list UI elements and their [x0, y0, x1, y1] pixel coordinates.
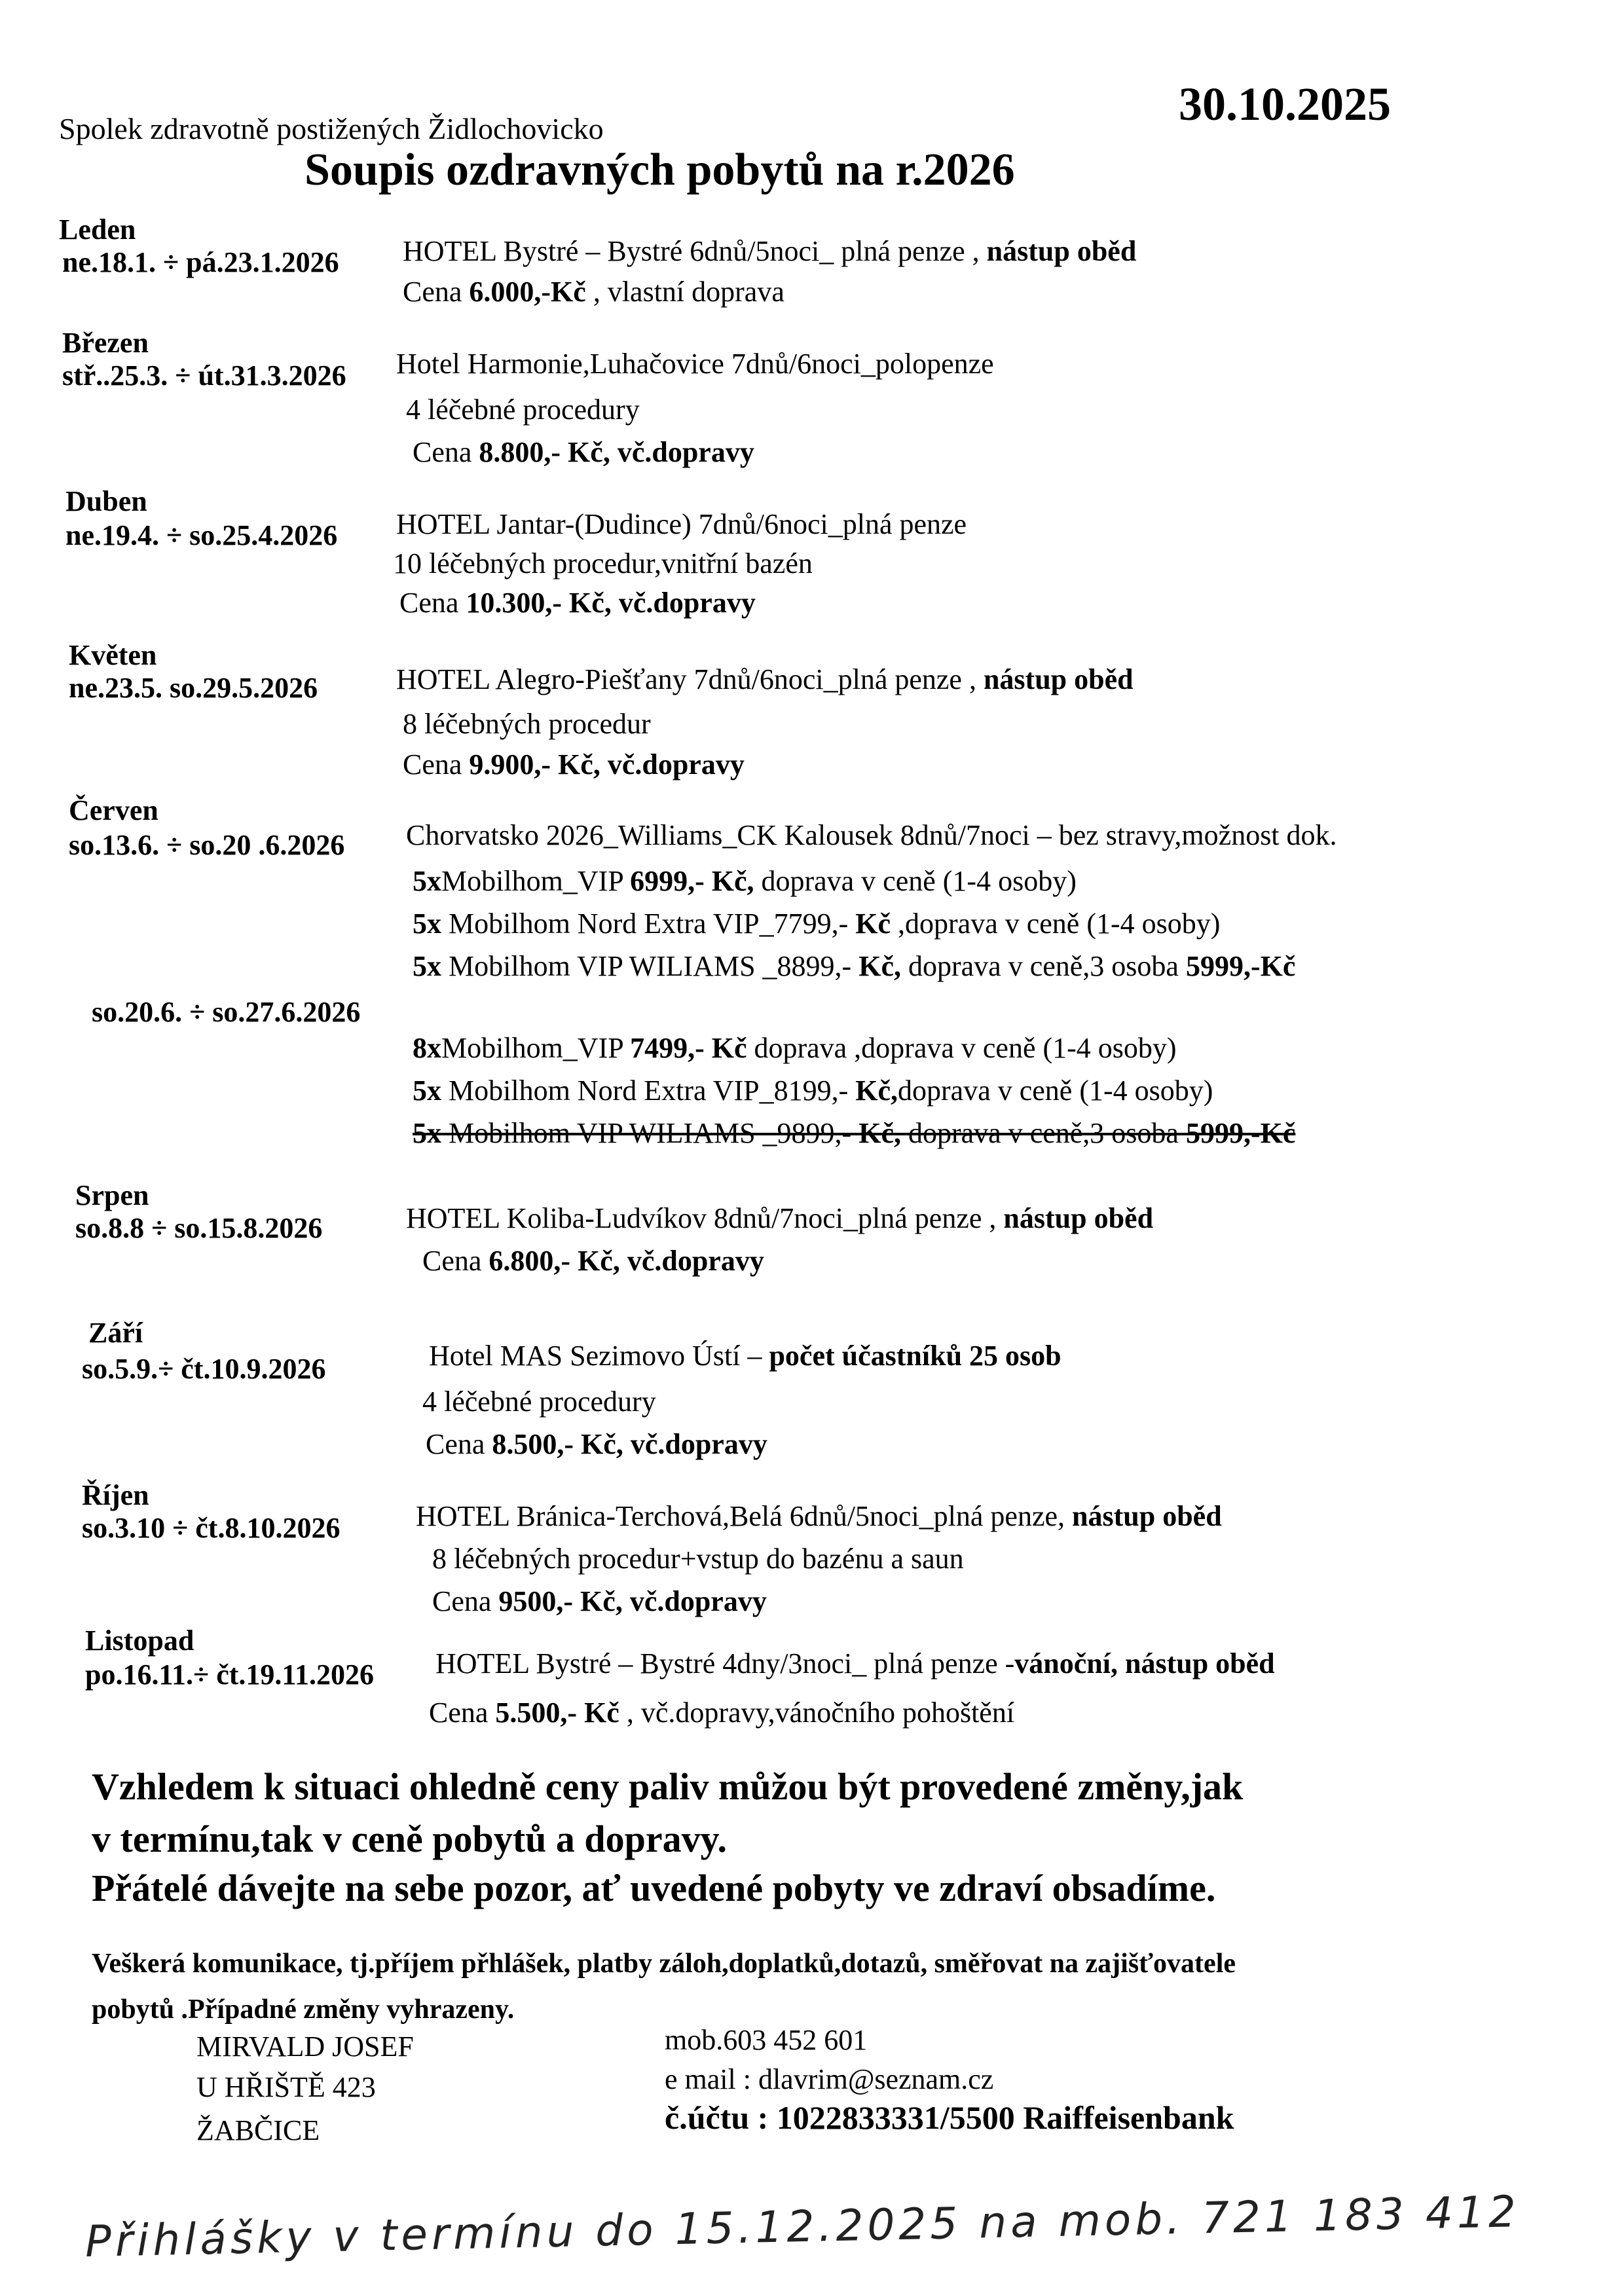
stay-detail-line — [413, 435, 754, 469]
detail-text: Mobilhom_VIP — [441, 865, 631, 897]
document-date: 30.10.2025 — [1179, 78, 1391, 130]
stay-detail-line — [406, 393, 640, 426]
detail-text: 10 léčebných procedur,vnitřní bazén — [393, 547, 813, 579]
stay-detail-line — [399, 586, 756, 619]
stay-dates: ne.19.4. ÷ so.25.4.2026 — [65, 519, 338, 551]
detail-tail: , vč.dopravy,vánočního pohoštění — [619, 1697, 1015, 1729]
stay-dates: so.8.8 ÷ so.15.8.2026 — [75, 1212, 323, 1244]
detail-emphasis: 6999,- Kč, — [630, 865, 754, 897]
detail-text: HOTEL Jantar-(Dudince) 7dnů/6noci_plná penze — [396, 508, 967, 540]
detail-tail: doprava v ceně (1-4 osoby) — [754, 865, 1077, 897]
stay-detail-line — [413, 864, 1077, 898]
month-heading: Červen — [69, 794, 158, 826]
stay-detail-line — [396, 347, 994, 380]
stay-detail-line — [413, 1031, 1177, 1065]
detail-text: HOTEL Alegro-Piešťany 7dnů/6noci_plná penze , — [396, 663, 984, 695]
detail-text: 4 léčebné procedury — [422, 1386, 656, 1418]
stay-detail-line — [406, 818, 1337, 852]
detail-text: HOTEL Bystré – Bystré 4dny/3noci_ plná penze - — [435, 1647, 1015, 1680]
detail-emphasis: 5.500,- Kč — [495, 1697, 619, 1729]
stay-detail-line — [413, 1074, 1213, 1107]
contact-city: ŽABČICE — [196, 2114, 320, 2146]
communication-line-1: Veškerá komunikace, tj.příjem přhlášek, platby záloh,doplatků,dotazů, směřovat na zajišťovatele — [92, 1949, 1236, 1979]
detail-text: Cena — [403, 748, 470, 780]
detail-text: Cena — [413, 436, 479, 468]
contact-bank-account: č.účtu : 1022833331/5500 Raiffeisenbank — [665, 2099, 1234, 2136]
stay-detail-line — [413, 949, 1295, 983]
detail-text: Mobilhom VIP WILIAMS _9899,- — [441, 1117, 859, 1149]
detail-text: Mobilhom_VIP — [441, 1032, 631, 1064]
stay-dates: ne.23.5. so.29.5.2026 — [69, 672, 318, 704]
detail-emphasis: Kč, — [858, 950, 901, 982]
detail-emphasis: 8.800,- Kč, vč.dopravy — [479, 436, 754, 468]
detail-text: Cena — [403, 276, 470, 308]
detail-emphasis: 10.300,- Kč, vč.dopravy — [466, 587, 756, 619]
contact-street: U HŘIŠTĚ 423 — [196, 2071, 376, 2103]
stay-detail-line — [403, 707, 651, 741]
stay-detail-line — [422, 1385, 656, 1418]
detail-emphasis: 7499,- Kč — [630, 1032, 747, 1064]
stay-detail-line — [416, 1499, 1222, 1533]
handwritten-note: Přihlášky v termínu do 15.12.2025 na mob. 721 183 412 — [84, 2186, 1521, 2267]
quantity-prefix: 5x — [413, 1074, 441, 1107]
detail-text: HOTEL Bránica-Terchová,Belá 6dnů/5noci_plná penze, — [416, 1500, 1073, 1532]
detail-emphasis: nástup oběd — [1072, 1500, 1222, 1532]
communication-line-2: pobytů .Případné změny vyhrazeny. — [92, 1994, 515, 2025]
stay-detail-line — [403, 748, 745, 781]
stay-detail-line — [393, 547, 813, 580]
contact-mobile: mob.603 452 601 — [665, 2024, 868, 2056]
detail-text: Cena — [429, 1697, 496, 1729]
detail-emphasis: vánoční, nástup oběd — [1014, 1647, 1275, 1680]
stay-detail-line — [426, 1427, 767, 1461]
contact-name: MIRVALD JOSEF — [196, 2030, 414, 2063]
stay-detail-line — [403, 275, 784, 308]
document-title: Soupis ozdravných pobytů na r.2026 — [304, 145, 1015, 195]
detail-text: Cena — [432, 1585, 499, 1617]
detail-tail: doprava v ceně,3 osoba — [900, 1117, 1186, 1149]
detail-text: 4 léčebné procedury — [406, 394, 640, 426]
stay-detail-line — [403, 234, 1136, 268]
month-heading: Září — [88, 1317, 143, 1349]
quantity-prefix: 5x — [413, 1117, 441, 1149]
quantity-prefix: 8x — [413, 1032, 441, 1064]
detail-text: 8 léčebných procedur — [403, 708, 651, 740]
detail-emphasis: 6.800,- Kč, vč.dopravy — [489, 1245, 764, 1277]
detail-text: HOTEL Koliba-Ludvíkov 8dnů/7noci_plná penze , — [406, 1202, 1004, 1234]
detail-text: HOTEL Bystré – Bystré 6dnů/5noci_ plná penze , — [403, 235, 987, 267]
detail-tail: doprava ,doprava v ceně (1-4 osoby) — [747, 1032, 1177, 1064]
quantity-prefix: 5x — [413, 865, 441, 897]
stay-detail-line — [413, 907, 1220, 940]
detail-text: Mobilhom Nord Extra VIP_8199,- — [441, 1074, 856, 1107]
month-heading: Duben — [65, 485, 147, 517]
stay-detail-line — [422, 1244, 764, 1277]
month-heading: Říjen — [82, 1479, 149, 1511]
stay-dates: ne.18.1. ÷ pá.23.1.2026 — [62, 246, 339, 278]
detail-tail: , vlastní doprava — [585, 276, 784, 308]
detail-text: Cena — [422, 1245, 489, 1277]
detail-text: Chorvatsko 2026_Williams_CK Kalousek 8dnů/7noci – bez stravy,možnost dok. — [406, 819, 1337, 851]
detail-emphasis: nástup oběd — [986, 235, 1137, 267]
stay-dates: so.20.6. ÷ so.27.6.2026 — [92, 996, 361, 1028]
detail-text: Hotel Harmonie,Luhačovice 7dnů/6noci_polopenze — [396, 348, 994, 380]
notice-line-1: Vzhledem k situaci ohledně ceny paliv můžou být provedené změny,jak — [92, 1765, 1244, 1808]
month-heading: Leden — [59, 213, 136, 246]
stay-dates: so.5.9.÷ čt.10.9.2026 — [82, 1353, 326, 1385]
stay-dates: po.16.11.÷ čt.19.11.2026 — [85, 1659, 374, 1691]
stay-detail-line — [435, 1647, 1275, 1680]
detail-text: Cena — [426, 1428, 492, 1460]
detail-emphasis: Kč, — [858, 1117, 901, 1149]
quantity-prefix: 5x — [413, 908, 441, 940]
detail-text: Hotel MAS Sezimovo Ústí – — [429, 1340, 769, 1372]
organization-name: Spolek zdravotně postižených Židlochovicko — [59, 112, 604, 145]
detail-emphasis: 9500,- Kč, vč.dopravy — [498, 1585, 767, 1617]
stay-dates: stř..25.3. ÷ út.31.3.2026 — [62, 359, 346, 392]
month-heading: Květen — [69, 639, 157, 671]
detail-text: Mobilhom VIP WILIAMS _8899,- — [441, 950, 859, 982]
detail-emphasis: Kč, — [855, 1074, 898, 1107]
detail-tail: doprava v ceně,3 osoba — [900, 950, 1186, 982]
stay-dates: so.3.10 ÷ čt.8.10.2026 — [82, 1512, 341, 1544]
notice-line-3: Přátelé dávejte na sebe pozor, ať uvedené pobyty ve zdraví obsadíme. — [92, 1867, 1216, 1909]
stay-detail-line — [432, 1542, 964, 1575]
stay-detail-line — [396, 663, 1134, 696]
detail-emphasis: nástup oběd — [983, 663, 1134, 695]
stay-detail-line — [396, 507, 967, 541]
stay-detail-line — [413, 1116, 1295, 1150]
detail-emphasis: Kč — [855, 908, 891, 940]
stay-detail-line — [429, 1696, 1014, 1729]
detail-emphasis: 8.500,- Kč, vč.dopravy — [492, 1428, 767, 1460]
detail-emphasis: počet účastníků 25 osob — [769, 1340, 1061, 1372]
detail-text: 8 léčebných procedur+vstup do bazénu a saun — [432, 1543, 964, 1575]
stay-dates: so.13.6. ÷ so.20 .6.2026 — [69, 829, 345, 861]
detail-emphasis: nástup oběd — [1003, 1202, 1154, 1234]
detail-text: Cena — [399, 587, 466, 619]
month-heading: Srpen — [75, 1179, 149, 1211]
stay-detail-line — [429, 1339, 1061, 1372]
month-heading: Listopad — [85, 1625, 194, 1657]
detail-tail-emphasis: 5999,-Kč — [1185, 950, 1296, 982]
month-heading: Březen — [62, 327, 149, 359]
detail-emphasis: 9.900,- Kč, vč.dopravy — [469, 748, 745, 780]
detail-emphasis: 6.000,-Kč — [469, 276, 586, 308]
stay-detail-line — [406, 1202, 1153, 1235]
contact-email: e mail : dlavrim@seznam.cz — [665, 2063, 994, 2095]
quantity-prefix: 5x — [413, 950, 441, 982]
stay-detail-line — [432, 1585, 767, 1618]
detail-text: Mobilhom Nord Extra VIP_7799,- — [441, 908, 856, 940]
detail-tail: doprava v ceně (1-4 osoby) — [898, 1074, 1213, 1107]
detail-tail-emphasis: 5999,-Kč — [1185, 1117, 1296, 1149]
notice-line-2: v termínu,tak v ceně pobytů a dopravy. — [92, 1818, 727, 1860]
detail-tail: ,doprava v ceně (1-4 osoby) — [891, 908, 1221, 940]
